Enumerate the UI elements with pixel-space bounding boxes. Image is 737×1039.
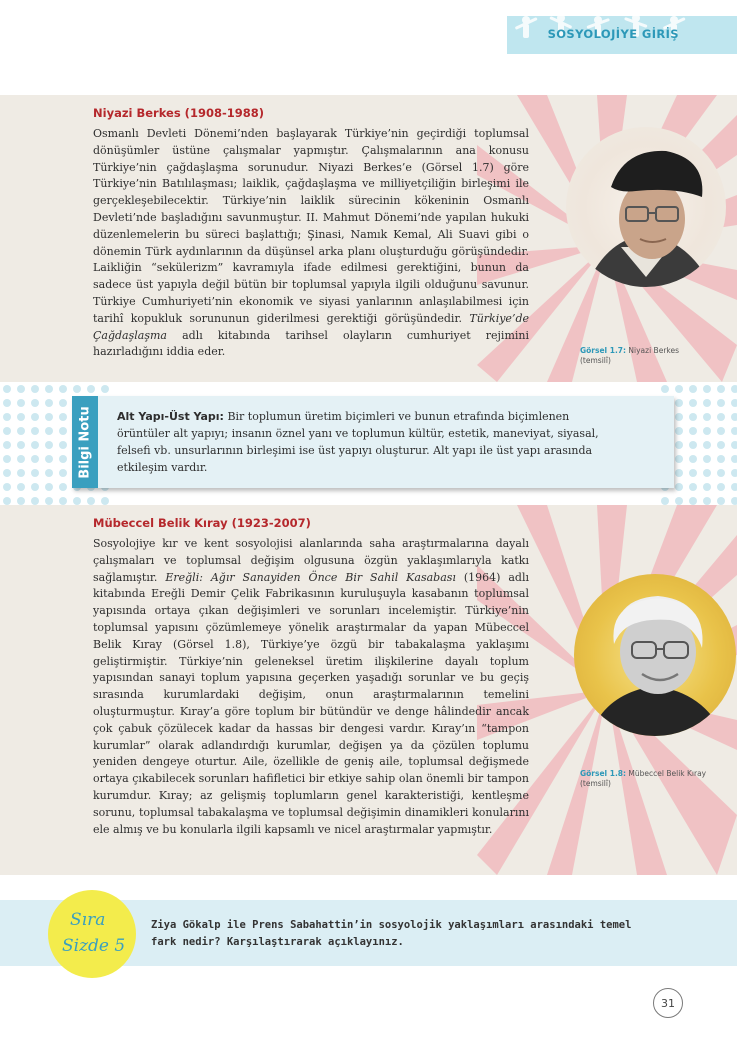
sira-sizde-badge xyxy=(42,885,142,983)
section-title: SOSYOLOJİYE GİRİŞ xyxy=(547,27,679,41)
caption-label: Görsel 1.8: xyxy=(580,769,627,778)
caption-gorsel-1-7 xyxy=(580,346,710,366)
caption-text: Niyazi Berkes (temsilî) xyxy=(580,346,679,365)
biography-paragraph-niyazi-berkes xyxy=(93,126,529,361)
biography-paragraph-mubeccel-kiray xyxy=(93,536,529,838)
book-title: Ereğli: Ağır Sanayiden Önce Bir Sahil Kasabası xyxy=(165,570,456,584)
caption-label: Görsel 1.7: xyxy=(580,346,627,355)
biography-text: Osmanlı Devleti Dönemi’nden başlayarak Türkiye’nin geçirdiği toplumsal dönüşümler üstüne çalışmalar yapmıştır. Çalışmalarının ana konusu Türkiye’nin çağdaşlaşma sorunudur. Niyazi Berkes’e (Görsel 1.7) göre Türkiye’nin Batılılaşması; laiklik, çağdaşlaşma ve milliyetçiliğin birleşimi ile gerçekleşebilecektir. Türkiye’nin laiklik sürecinin kökeninin Osmanlı Devleti’nde başladığını savunmuştur. II. Mahmut Dönemi’nde yapılan hukuki düzenlemelerin bu süreci başlattığı; Şinasi, Namık Kemal, Ali Suavi gibi o dönemin Türk aydınlarının da düşünsel arka planı oluşturduğu görüşündedir. Laikliğin “sekülerizm” kavramıyla ifade edilmesi gerektiğini, bunun da sadece üst yapıyla değil bütün bir toplumsal yapıyla ilgili olduğunu savunur. Türkiye Cumhuriyeti’nin ekonomik ve siyasi yanlarının anlaşılabilmesi için tarihî kopukluk sorununun giderilmesi gerektiği görüşündedir. xyxy=(93,127,529,325)
portrait-illustration xyxy=(574,574,736,736)
page-number-badge xyxy=(653,988,683,1018)
biography-text-end: adlı kitabında tarihsel olayların cumhuriyet rejimini hazırladığını iddia eder. xyxy=(93,328,530,359)
biography-text-start: Sosyolojiye kır ve kent sosyolojisi alanlarında saha araştırmalarına dayalı çalışmaları ve toplumsal değişim olgusuna özgün yaklaşımlarıyla katkı sağlamıştır. xyxy=(93,537,529,584)
sira-sizde-line1: Sıra xyxy=(70,910,106,930)
portrait-mubeccel-kiray xyxy=(574,574,736,736)
portrait-illustration xyxy=(566,127,726,287)
biography-text: (1964) adlı kitabında Ereğli Demir Çelik Fabrikasının kuruluşuyla kasabanın toplumsal yapısında ortaya çıkan değişimleri ve sorunları incelemiştir. Türkiye’nin toplumsal yapısını çözümlemeye yönelik araştırmalar da yapan Mübeccel Belik Kıray (Görsel 1.8), Türkiye’ye özgü bir tabakalaşma yaklaşımı geliştirmiştir. Türkiye’nin geleneksel üretim ilişkilerine dayalı toplum yapısından sanayi toplum yapısına geçerken yaşadığı sorunlar ve bu geçiş sırasında kurumlardaki değişim, onun araştırmalarının temelini oluşturmuştur. Kıray’a göre toplum bir bütündür ve denge hâlindedir ancak çok çabuk çözülecek kadar da hassas bir dengesi vardır. Kıray’ın “tampon kurumlar” olarak adlandırdığı kurumlar, değişen ya da çözülen toplumu yeniden dengeye oturtur. Aile, özellikle de geniş aile, toplumsal değişmede ortaya çıkabilecek sorunları hafifletici bir etkiye sahip olan önemli bir tampon kurumdur. Kıray; az gelişmiş toplumların genel karakteristiği, kentleşme sorunu, toplumsal tabakalaşma ve toplumsal değişimin dinamikleri konularını ele almış ve bu konularla ilgili kapsamlı ve nicel araştırmalar yapmıştır. xyxy=(93,570,530,836)
info-note-label-text: Bilgi Notu xyxy=(77,405,93,479)
caption-text: Mübeccel Belik Kıray (temsilî) xyxy=(580,769,707,788)
info-note-term: Alt Yapı-Üst Yapı: xyxy=(117,410,224,423)
caption-gorsel-1-8 xyxy=(580,769,710,789)
person-heading-mubeccel-kiray: Mübeccel Belik Kıray (1923-2007) xyxy=(93,516,311,530)
info-note-label xyxy=(72,396,98,488)
info-note-text xyxy=(117,408,612,476)
page-number: 31 xyxy=(661,996,675,1010)
person-heading-niyazi-berkes: Niyazi Berkes (1908-1988) xyxy=(93,106,264,120)
info-note-definition: Bir toplumun üretim biçimleri ve bunun etrafında biçimlenen örüntüler alt yapıyı; insanın öznel yanı ve toplumun kültür, estetik, maneviyat, siyasal, felsefi vb. unsurlarının birleşimi ise üst yapıyı oluşturur. Alt yapı ile üst yapı arasında etkileşim vardır. xyxy=(117,410,599,474)
sira-sizde-line2: Sizde 5 xyxy=(62,936,126,956)
portrait-niyazi-berkes xyxy=(566,127,726,287)
book-title: Türkiye’de Çağdaşlaşma xyxy=(93,311,529,342)
sira-sizde-question: Ziya Gökalp ile Prens Sabahattin’in sosyolojik yaklaşımları arasındaki temel fark nedir? Karşılaştırarak açıklayınız. xyxy=(151,919,632,948)
